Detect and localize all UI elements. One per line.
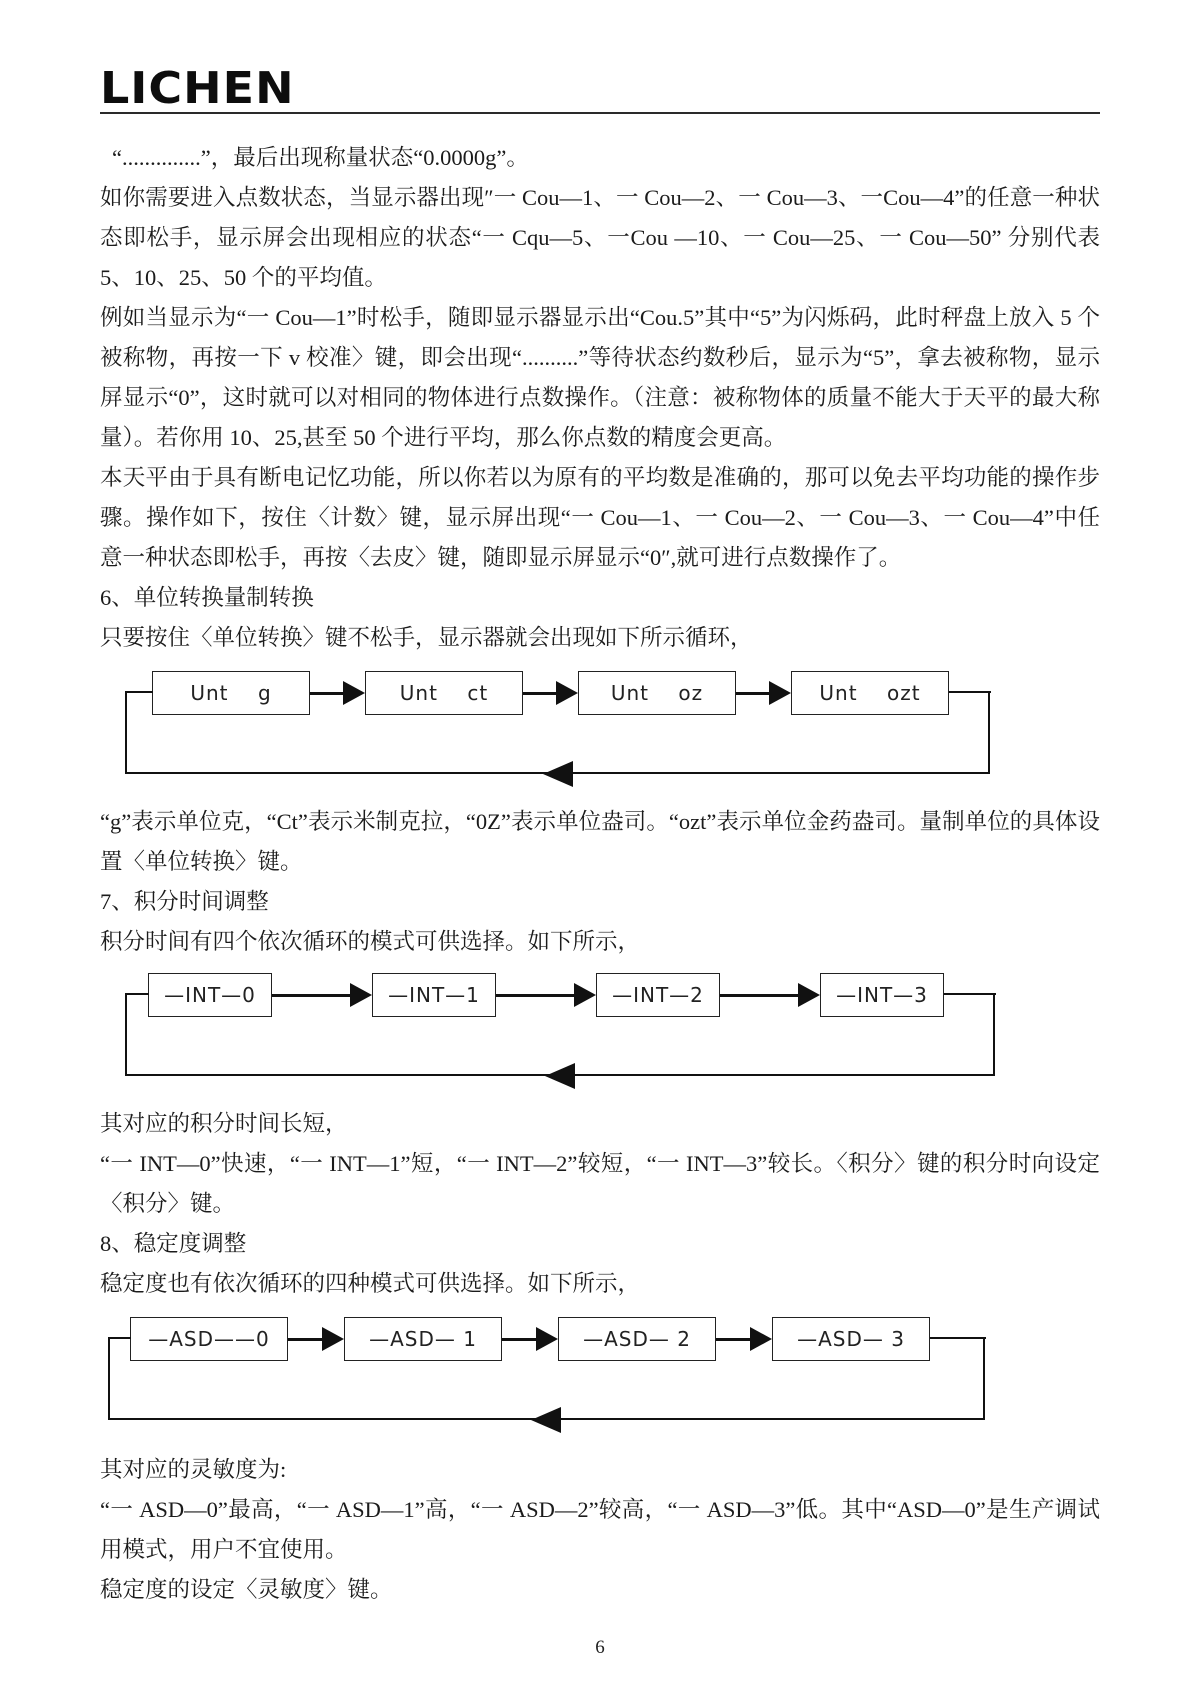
paragraph-unit-hint: 只要按住〈单位转换〉键不松手，显示器就会出现如下所示循环，: [100, 625, 753, 650]
paragraph-asd-hint: 稳定度也有依次循环的四种模式可供选择。如下所示，: [100, 1271, 641, 1296]
paragraph-unit-desc: “g”表示单位克，“Ct”表示米制克拉，“0Z”表示单位盎司。“ozt”表示单位金药盎司。量制单位的具体设置〈单位转换〉键。: [100, 809, 1100, 874]
flow-box-label: —ASD——0: [148, 1327, 270, 1351]
section-heading-unit: 6、单位转换量制转换: [100, 585, 314, 610]
flow-box-label: —ASD— 1: [369, 1327, 477, 1351]
flow-box-label: Unt oz: [610, 681, 704, 705]
flow-box-label: —INT—2: [612, 983, 704, 1007]
integration-cycle-diagram: [100, 972, 1100, 1090]
flow-box-label: —ASD— 2: [583, 1327, 691, 1351]
flow-box-label: —INT—0: [164, 983, 256, 1007]
flow-box-label: Unt ozt: [819, 681, 921, 705]
page-header: [100, 62, 1100, 114]
flow-box-label: Unt g: [190, 681, 272, 705]
left-arrow-icon: [543, 761, 573, 787]
paragraph-int-hint: 积分时间有四个依次循环的模式可供选择。如下所示，: [100, 929, 641, 954]
paragraph-example: 例如当显示为“一 Cou—1”时松手，随即显示器显示出“Cou.5”其中“5”为闪烁码，此时秤盘上放入 5 个被称物，再按一下 v 校准〉键，即会出现“..........”等待状态约数秒后，显示为“5”，拿去被称物，显示屏显示“0”，这时就可以对相同的物体进行点数操作。（注意：被称物体的质量不能大于天平的最大称量）。若你用 10、25,甚至 50 个进行平均，那么你点数的精度会更高。: [100, 305, 1100, 450]
paragraph-asd-set: 稳定度的设定〈灵敏度〉键。: [100, 1577, 393, 1602]
flow-box-label: —ASD— 3: [797, 1327, 905, 1351]
section-heading-stability: 8、稳定度调整: [100, 1231, 247, 1256]
paragraph-int-desc: “一 INT—0”快速，“一 INT—1”短，“一 INT—2”较短，“一 INT—3”较长。〈积分〉键的积分时向设定〈积分〉键。: [100, 1151, 1100, 1216]
left-arrow-icon: [531, 1407, 561, 1433]
flow-box-label: —INT—1: [388, 983, 480, 1007]
page-content: [100, 138, 1100, 1610]
section-heading-integration: 7、积分时间调整: [100, 889, 269, 914]
left-arrow-icon: [545, 1063, 575, 1089]
paragraph-count-enter: 如你需要进入点数状态，当显示器出现″一 Cou—1、一 Cou—2、一 Cou—3、一Cou—4”的任意一种状态即松手，显示屏会出现相应的状态“一 Cqu—5、一Cou —10、一 Cou—25、一 Cou—50” 分别代表 5、10、25、50 个的平均值。: [100, 185, 1100, 290]
unit-cycle-diagram: [100, 670, 1100, 788]
lichen-logo: LICHEN: [100, 62, 295, 114]
flow-box-label: Unt ct: [399, 681, 489, 705]
paragraph-int-length: 其对应的积分时间长短，: [100, 1111, 348, 1136]
page-number: 6: [595, 1637, 605, 1658]
paragraph-memory: 本天平由于具有断电记忆功能，所以你若以为原有的平均数是准确的，那可以免去平均功能的操作步骤。操作如下，按住〈计数〉键，显示屏出现“一 Cou—1、一 Cou—2、一 Cou—3、一 Cou—4”中任意一种状态即松手，再按〈去皮〉键，随即显示屏显示“0″,就可进行点数操作了。: [100, 465, 1100, 570]
flow-box-label: —INT—3: [836, 983, 928, 1007]
paragraph-intro: “..............”，最后出现称量状态“0.0000g”。: [112, 145, 529, 170]
stability-cycle-diagram: [100, 1316, 1100, 1434]
paragraph-asd-sensitivity: 其对应的灵敏度为:: [100, 1457, 287, 1482]
paragraph-asd-desc: “一 ASD—0”最高，“一 ASD—1”高，“一 ASD—2”较高，“一 ASD—3”低。其中“ASD—0”是生产调试用模式，用户不宜使用。: [100, 1497, 1100, 1562]
